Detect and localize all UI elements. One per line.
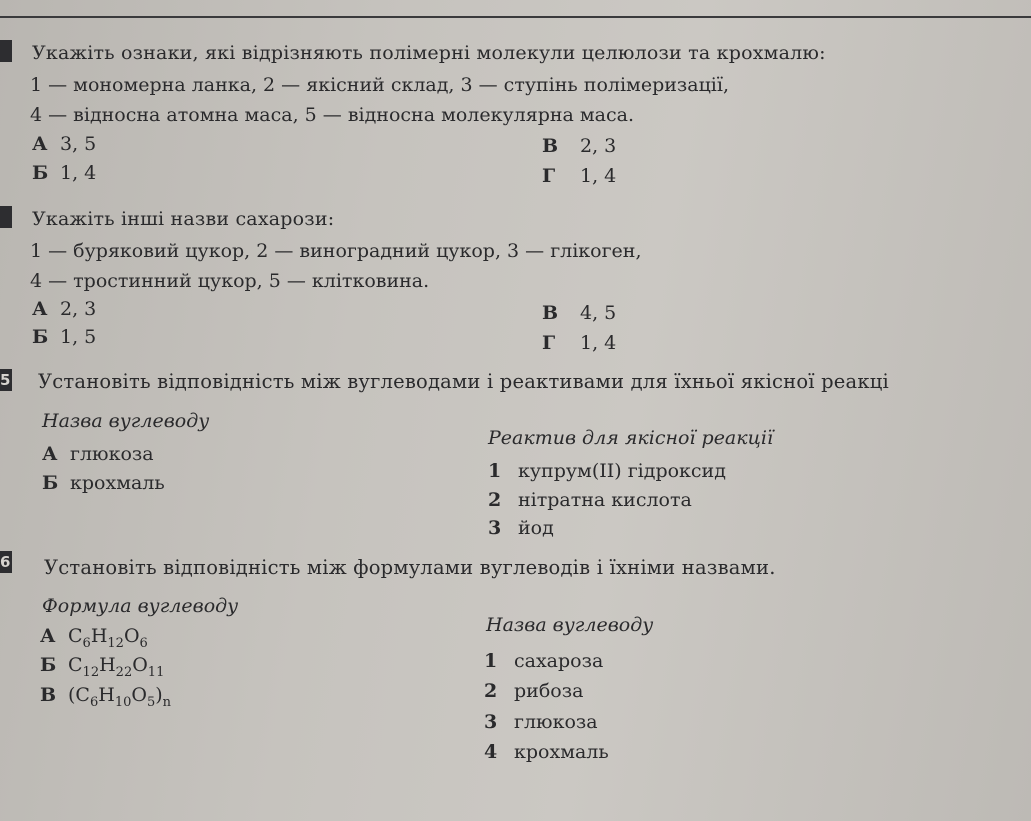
answer-option-g[interactable]: Г 1, 4 bbox=[542, 165, 617, 187]
formula-item-v[interactable]: В $(C_6H_{10}O_5)_n$ bbox=[40, 684, 172, 710]
match-option-3[interactable]: 3 йод bbox=[488, 517, 554, 539]
match-option-1[interactable]: 1 сахароза bbox=[484, 650, 604, 672]
task-number-marker bbox=[0, 206, 12, 228]
formula: $(C_6H_{10}O_5)_n$ bbox=[68, 684, 172, 710]
formula-item-b[interactable]: Б $C_{12}H_{22}O_{11}$ bbox=[40, 654, 165, 680]
match-option-3[interactable]: 3 глюкоза bbox=[484, 711, 598, 733]
answer-option-a[interactable]: А 2, 3 bbox=[32, 298, 97, 320]
answer-option-b[interactable]: Б 1, 5 bbox=[32, 326, 97, 348]
task-items-line: 1 — мономерна ланка, 2 — якісний склад, 3 — ступінь полімеризації, bbox=[30, 74, 730, 96]
task-question: Укажіть ознаки, які відрізняють полімерні молекули целюлози та крохмалю: bbox=[32, 42, 826, 64]
task-question: Установіть відповідність між формулами вуглеводів і їхніми назвами. bbox=[44, 556, 776, 579]
match-option-2[interactable]: 2 рибоза bbox=[484, 680, 584, 702]
answer-option-v[interactable]: В 4, 5 bbox=[542, 302, 617, 324]
task-number-marker: 6 bbox=[0, 553, 11, 571]
column-header-left: Назва вуглеводу bbox=[42, 410, 210, 432]
match-item-b[interactable]: Б крохмаль bbox=[42, 472, 165, 494]
top-rule bbox=[0, 16, 1031, 18]
answer-option-a[interactable]: А 3, 5 bbox=[32, 133, 97, 155]
answer-option-b[interactable]: Б 1, 4 bbox=[32, 162, 97, 184]
column-header-right: Назва вуглеводу bbox=[486, 614, 654, 636]
formula: $C_{12}H_{22}O_{11}$ bbox=[68, 654, 165, 680]
answer-option-v[interactable]: В 2, 3 bbox=[542, 135, 617, 157]
task-number-marker: 5 bbox=[0, 371, 11, 389]
column-header-left: Формула вуглеводу bbox=[42, 595, 239, 617]
task-number-marker bbox=[0, 40, 12, 62]
formula-item-a[interactable]: А $C_6H_{12}O_6$ bbox=[40, 625, 148, 651]
answer-option-g[interactable]: Г 1, 4 bbox=[542, 332, 617, 354]
match-item-a[interactable]: А глюкоза bbox=[42, 443, 154, 465]
task-question: Укажіть інші назви сахарози: bbox=[32, 208, 335, 230]
match-option-1[interactable]: 1 купрум(II) гідроксид bbox=[488, 460, 726, 482]
match-option-2[interactable]: 2 нітратна кислота bbox=[488, 489, 692, 511]
task-items-line: 1 — буряковий цукор, 2 — виноградний цукор, 3 — глікоген, bbox=[30, 240, 642, 262]
match-option-4[interactable]: 4 крохмаль bbox=[484, 741, 609, 763]
task-question: Установіть відповідність між вуглеводами і реактивами для їхньої якісної реакці bbox=[38, 370, 889, 393]
formula: $C_6H_{12}O_6$ bbox=[68, 625, 148, 651]
task-items-line: 4 — відносна атомна маса, 5 — відносна молекулярна маса. bbox=[30, 104, 635, 126]
column-header-right: Реактив для якісної реакції bbox=[488, 427, 774, 449]
task-items-line: 4 — тростинний цукор, 5 — клітковина. bbox=[30, 270, 430, 292]
